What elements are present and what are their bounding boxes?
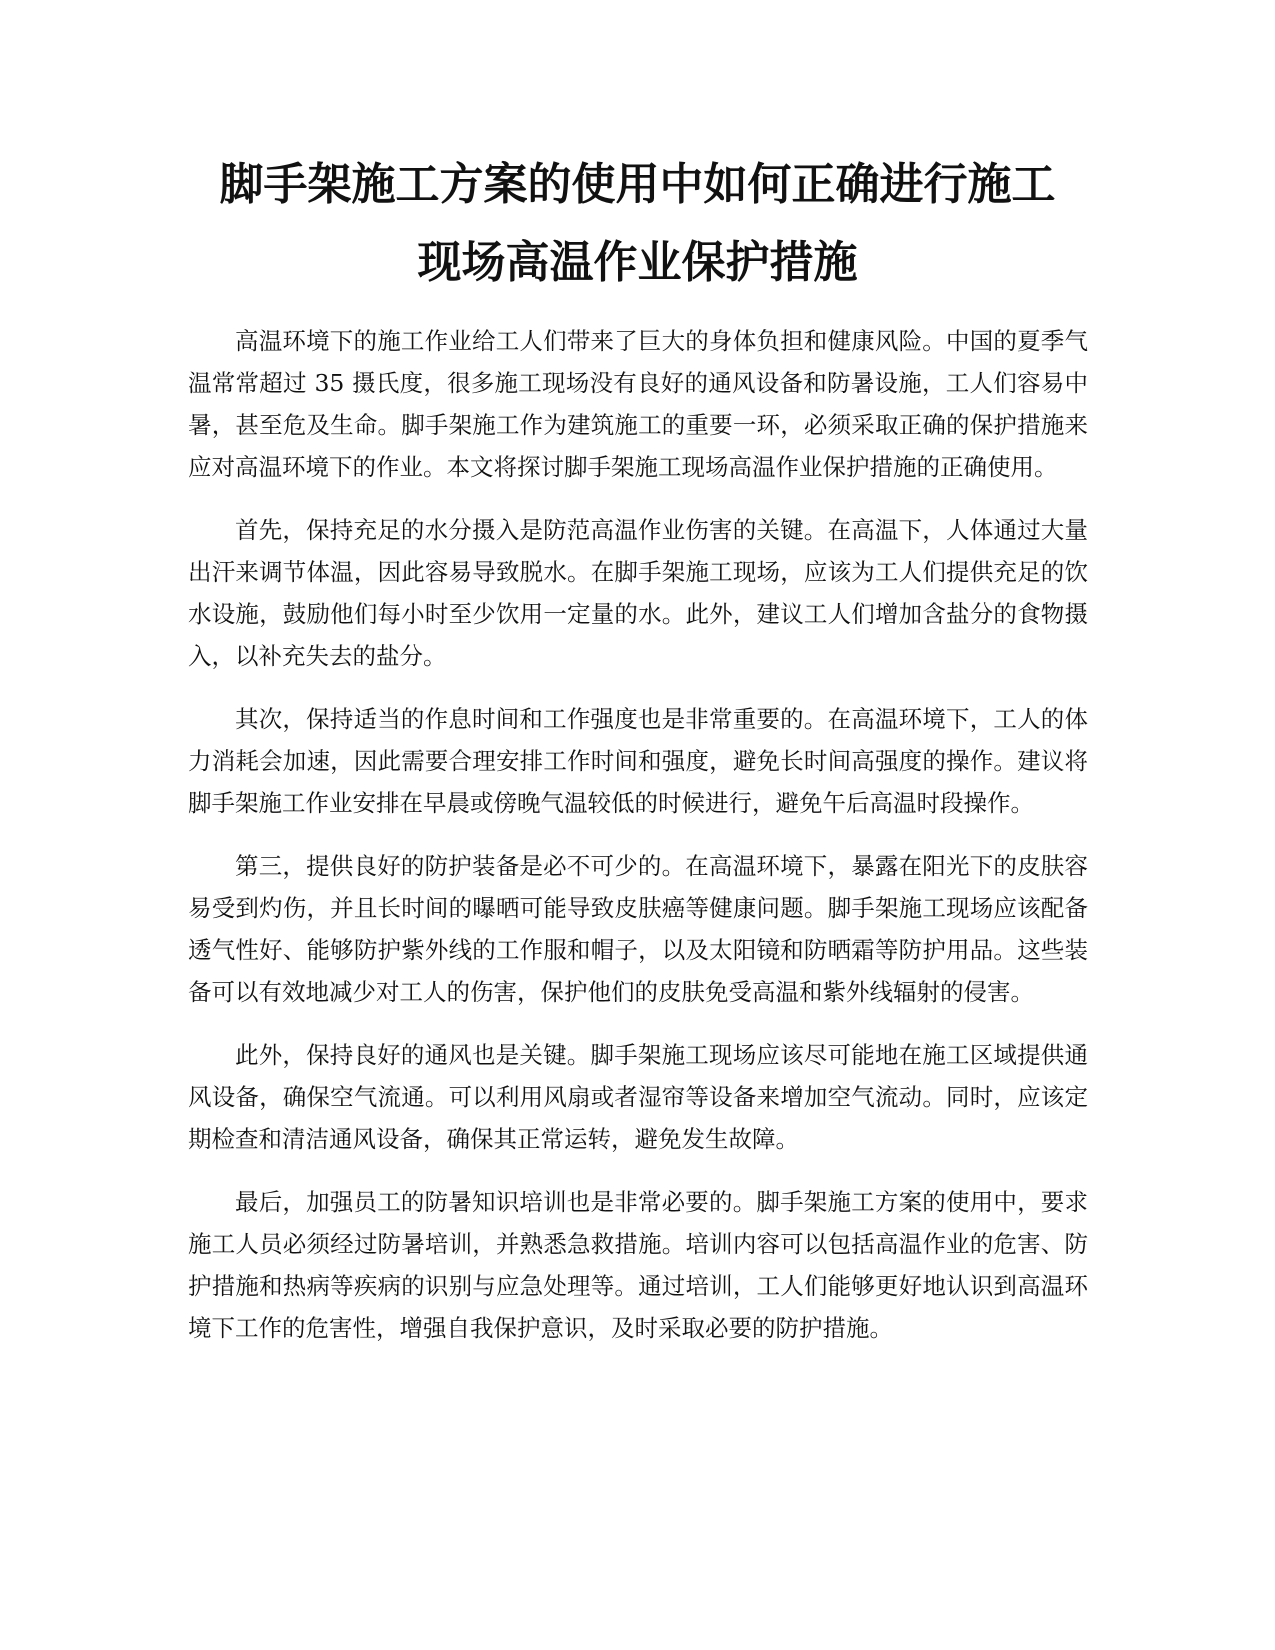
paragraph-hydration: 首先，保持充足的水分摄入是防范高温作业伤害的关键。在高温下，人体通过大量出汗来调节体温，因此容易导致脱水。在脚手架施工现场，应该为工人们提供充足的饮水设施，鼓励他们每小时至少饮用一定量的水。此外，建议工人们增加含盐分的食物摄入，以补充失去的盐分。 — [188, 516, 1088, 670]
paragraph-intro: 高温环境下的施工作业给工人们带来了巨大的身体负担和健康风险。中国的夏季气温常常超过 35 摄氏度，很多施工现场没有良好的通风设备和防暑设施，工人们容易中暑，甚至危及生命。脚手架施工作为建筑施工的重要一环，必须采取正确的保护措施来应对高温环境下的作业。本文将探讨脚手架施工现场高温作业保护措施的正确使用。 — [188, 327, 1088, 481]
document-body — [188, 320, 1088, 1370]
title-line-2: 现场高温作业保护措施 — [417, 237, 858, 288]
document-title — [160, 146, 1115, 302]
paragraph-ventilation: 此外，保持良好的通风也是关键。脚手架施工现场应该尽可能地在施工区域提供通风设备，确保空气流通。可以利用风扇或者湿帘等设备来增加空气流动。同时，应该定期检查和清洁通风设备，确保其正常运转，避免发生故障。 — [188, 1041, 1088, 1153]
paragraph-protective-gear: 第三，提供良好的防护装备是必不可少的。在高温环境下，暴露在阳光下的皮肤容易受到灼伤，并且长时间的曝晒可能导致皮肤癌等健康问题。脚手架施工现场应该配备透气性好、能够防护紫外线的工作服和帽子，以及太阳镜和防晒霜等防护用品。这些装备可以有效地减少对工人的伤害，保护他们的皮肤免受高温和紫外线辐射的侵害。 — [188, 852, 1088, 1006]
title-line-1: 脚手架施工方案的使用中如何正确进行施工 — [219, 159, 1056, 210]
paragraph-schedule: 其次，保持适当的作息时间和工作强度也是非常重要的。在高温环境下，工人的体力消耗会加速，因此需要合理安排工作时间和强度，避免长时间高强度的操作。建议将脚手架施工作业安排在早晨或傍晚气温较低的时候进行，避免午后高温时段操作。 — [188, 705, 1088, 817]
paragraph-training: 最后，加强员工的防暑知识培训也是非常必要的。脚手架施工方案的使用中，要求施工人员必须经过防暑培训，并熟悉急救措施。培训内容可以包括高温作业的危害、防护措施和热病等疾病的识别与应急处理等。通过培训，工人们能够更好地认识到高温环境下工作的危害性，增强自我保护意识，及时采取必要的防护措施。 — [188, 1188, 1088, 1342]
